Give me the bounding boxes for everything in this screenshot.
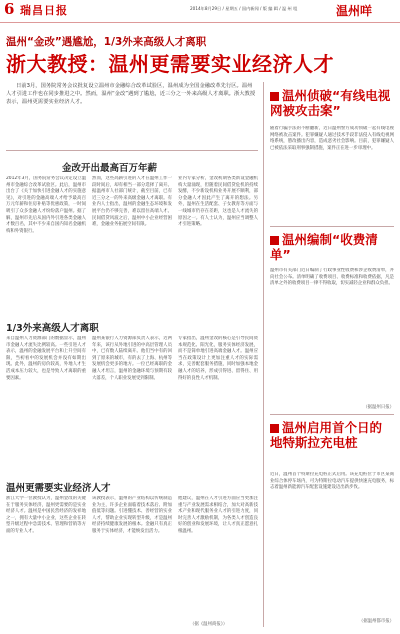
square-bullet-icon — [270, 92, 279, 101]
right-story-3-title: 温州启用首个日的地特斯拉充电桩 — [270, 420, 383, 450]
section-three-source: （据《温州商报》） — [190, 622, 228, 627]
section-three-title: 温州更需要实业经济人才 — [6, 483, 111, 494]
right-story-3-credit: （据温州都市报） — [358, 619, 394, 624]
section-two-title: 1/3外来高级人才离职 — [6, 323, 99, 334]
lead-kicker: 温州“金改”遇尴尬，1/3外来高级人才离职 — [6, 36, 207, 48]
right-story-1-title: 温州侦破“有线电视网被攻击案” — [270, 88, 391, 118]
square-bullet-icon — [270, 424, 279, 433]
section-three-col-2: 该教授表示，温州的产业结构以传统制造业为主，许多企业面临着技术落后、附加值低等问题。引进懂技术、善经营的实业人才，帮助企业实现转型升级，才是温州经济持续健康发展的根本。金融只有真正服务于实体经济，才能焕发出活力。 — [92, 496, 172, 534]
section-two-col-2: 温州某银行人力资源部负责人表示，近两年来，该行从外地引进的中高层管理人员中，已有数人陆续离开。他们当中有的回到了原来的城市，有的去了上海、杭州等发展机会更多的地方。一位已经离职的金融人才坦言，温州的金融环境与预期有较大落差，个人职业发展受到限制。 — [92, 336, 172, 381]
section-two-col-3: 专家指出，温州金改的核心是引导民间资本规范化、阳光化，服务实体经济发展，而不是简单地引进高端金融人才。温州应当在政策设计上更加注重人才的实际需求，完善配套服务措施，同时加强本地金融人才的培养，形成引得进、留得住、用得好的良性人才机制。 — [178, 336, 258, 381]
right-story-2-credit: （据温州日报） — [363, 405, 394, 410]
right-story-2-title: 温州编制“收费清单” — [270, 232, 378, 262]
right-story-1-body: 随着行骗手法的不断翻新，近日温州警方成功侦破一起有线电视网络被攻击案件。犯罪嫌疑人通过技术手段非法侵入有线电视网络系统，篡改播出内容，造成恶劣社会影响。目前，犯罪嫌疑人已被依法采取刑事强制措施，案件正在进一步审理中。 — [270, 126, 394, 151]
section-three-col-3: 他建议，温州在人才引进方面应当更加注重与产业发展需求相结合，加大对高新技术产业和现代服务业人才的引进力度，同时完善人才激励机制，为各类人才创造良好的创业和发展环境，让人才真正愿意扎根温州。 — [178, 496, 258, 534]
section-one-col-2: 然而，这些高薪引进的人才在温州工作一段时间后，却有相当一部分选择了离开。据温州市人社部门统计，截至目前，已有近三分之一的外来高级金融人才离职。有业内人士指出，温州的金融生态环境和发展平台仍不够完善，难以留住高端人才。民间借贷风波之后，温州中小企业经营困难，金融业务拓展空间有限。 — [92, 176, 172, 228]
right-story-2-body: 温州市有关部门近日编制了行政事业性收费和涉企收费清单，并向社会公布。清单明确了收费项目、收费标准和收费依据，凡是清单之外的收费项目一律不得收取，切实减轻企业和群众负担。 — [270, 268, 394, 287]
lead-paragraph: 日前3月，国务院常务会议批复设立温州市金融综合改革试验区，温州成为全国金融改革先行区。温州人才引进工作也在同步推进之中。然而，温州“金改”遇到了尴尬，近三分之一外来高级人才离职。浙大教授表示，温州更需要实业经济人才。 — [6, 83, 256, 105]
square-bullet-icon — [270, 236, 279, 245]
right-divider-2 — [270, 414, 394, 415]
section-three-col-1: 浙江大学一位教授认为，温州金改的关键在于服务实体经济，温州更需要的是实业经济人才。温州是中国民营经济的发祥地之一，拥有大量中小企业，这些企业在转型升级过程中急需技术、管理和营销等方面的专业人才。 — [6, 496, 86, 534]
right-story-3-body: 近日，温州首个特斯拉充电桩正式启用。该充电桩位于市区某商业综合体停车场内，可为特斯拉电动汽车提供快速充电服务，标志着温州新能源汽车配套设施建设迈出新步伐。 — [270, 472, 394, 491]
right-divider-1 — [270, 226, 394, 227]
column-divider — [263, 82, 264, 627]
section-one-col-1: 2012年3月，国务院常务会议决定设立温州市金融综合改革试验区。此后，温州市出台了《关于加快引进金融人才的实施意见》，对引进的金融高端人才给予最高百万元年薪和住房补贴等优惠政策，一时间吸引了众多金融人才纷纷落户温州。据了解，温州市先后从国内外引进各类金融人才数百名，其中不少来自国内知名金融机构和外资银行。 — [6, 176, 86, 234]
section-tag: 温州咩 — [336, 4, 373, 18]
section-rule — [6, 150, 258, 151]
lead-headline: 浙大教授：温州更需要实业经济人才 — [6, 52, 334, 76]
section-one-col-3: 业内专家分析，金改初期各类新设金融机构大量涌现，但随着民间借贷危机的持续发酵，不少新设机构业务开展不顺利，部分金融人才因此产生了离开的想法。另外，温州在生活配套、子女教育等方面与一线城市仍存在差距，这也是人才流失的原因之一。有人士认为，温州应当调整人才引进策略。 — [178, 176, 258, 228]
section-one-title: 金改开出最高百万年薪 — [62, 163, 158, 174]
newspaper-logo: 瑞昌日报 — [20, 4, 68, 17]
page-number: 6 — [4, 0, 15, 18]
section-two-col-1: 来自温州人力资源部门的数据显示，温州市金融人才流失比例较高。一些引进人才表示，温州的金融发展平台和上升空间有限，当初看中的发展机会并没有如期出现。此外，温州的房价较高，外地人才生活成本压力较大，也是导致人才离职的重要因素。 — [6, 336, 86, 381]
dateline: 2014年8月29日 / 星期五 / 国内新闻 / 版 编 辑 / 温 州 咀 — [190, 6, 298, 11]
